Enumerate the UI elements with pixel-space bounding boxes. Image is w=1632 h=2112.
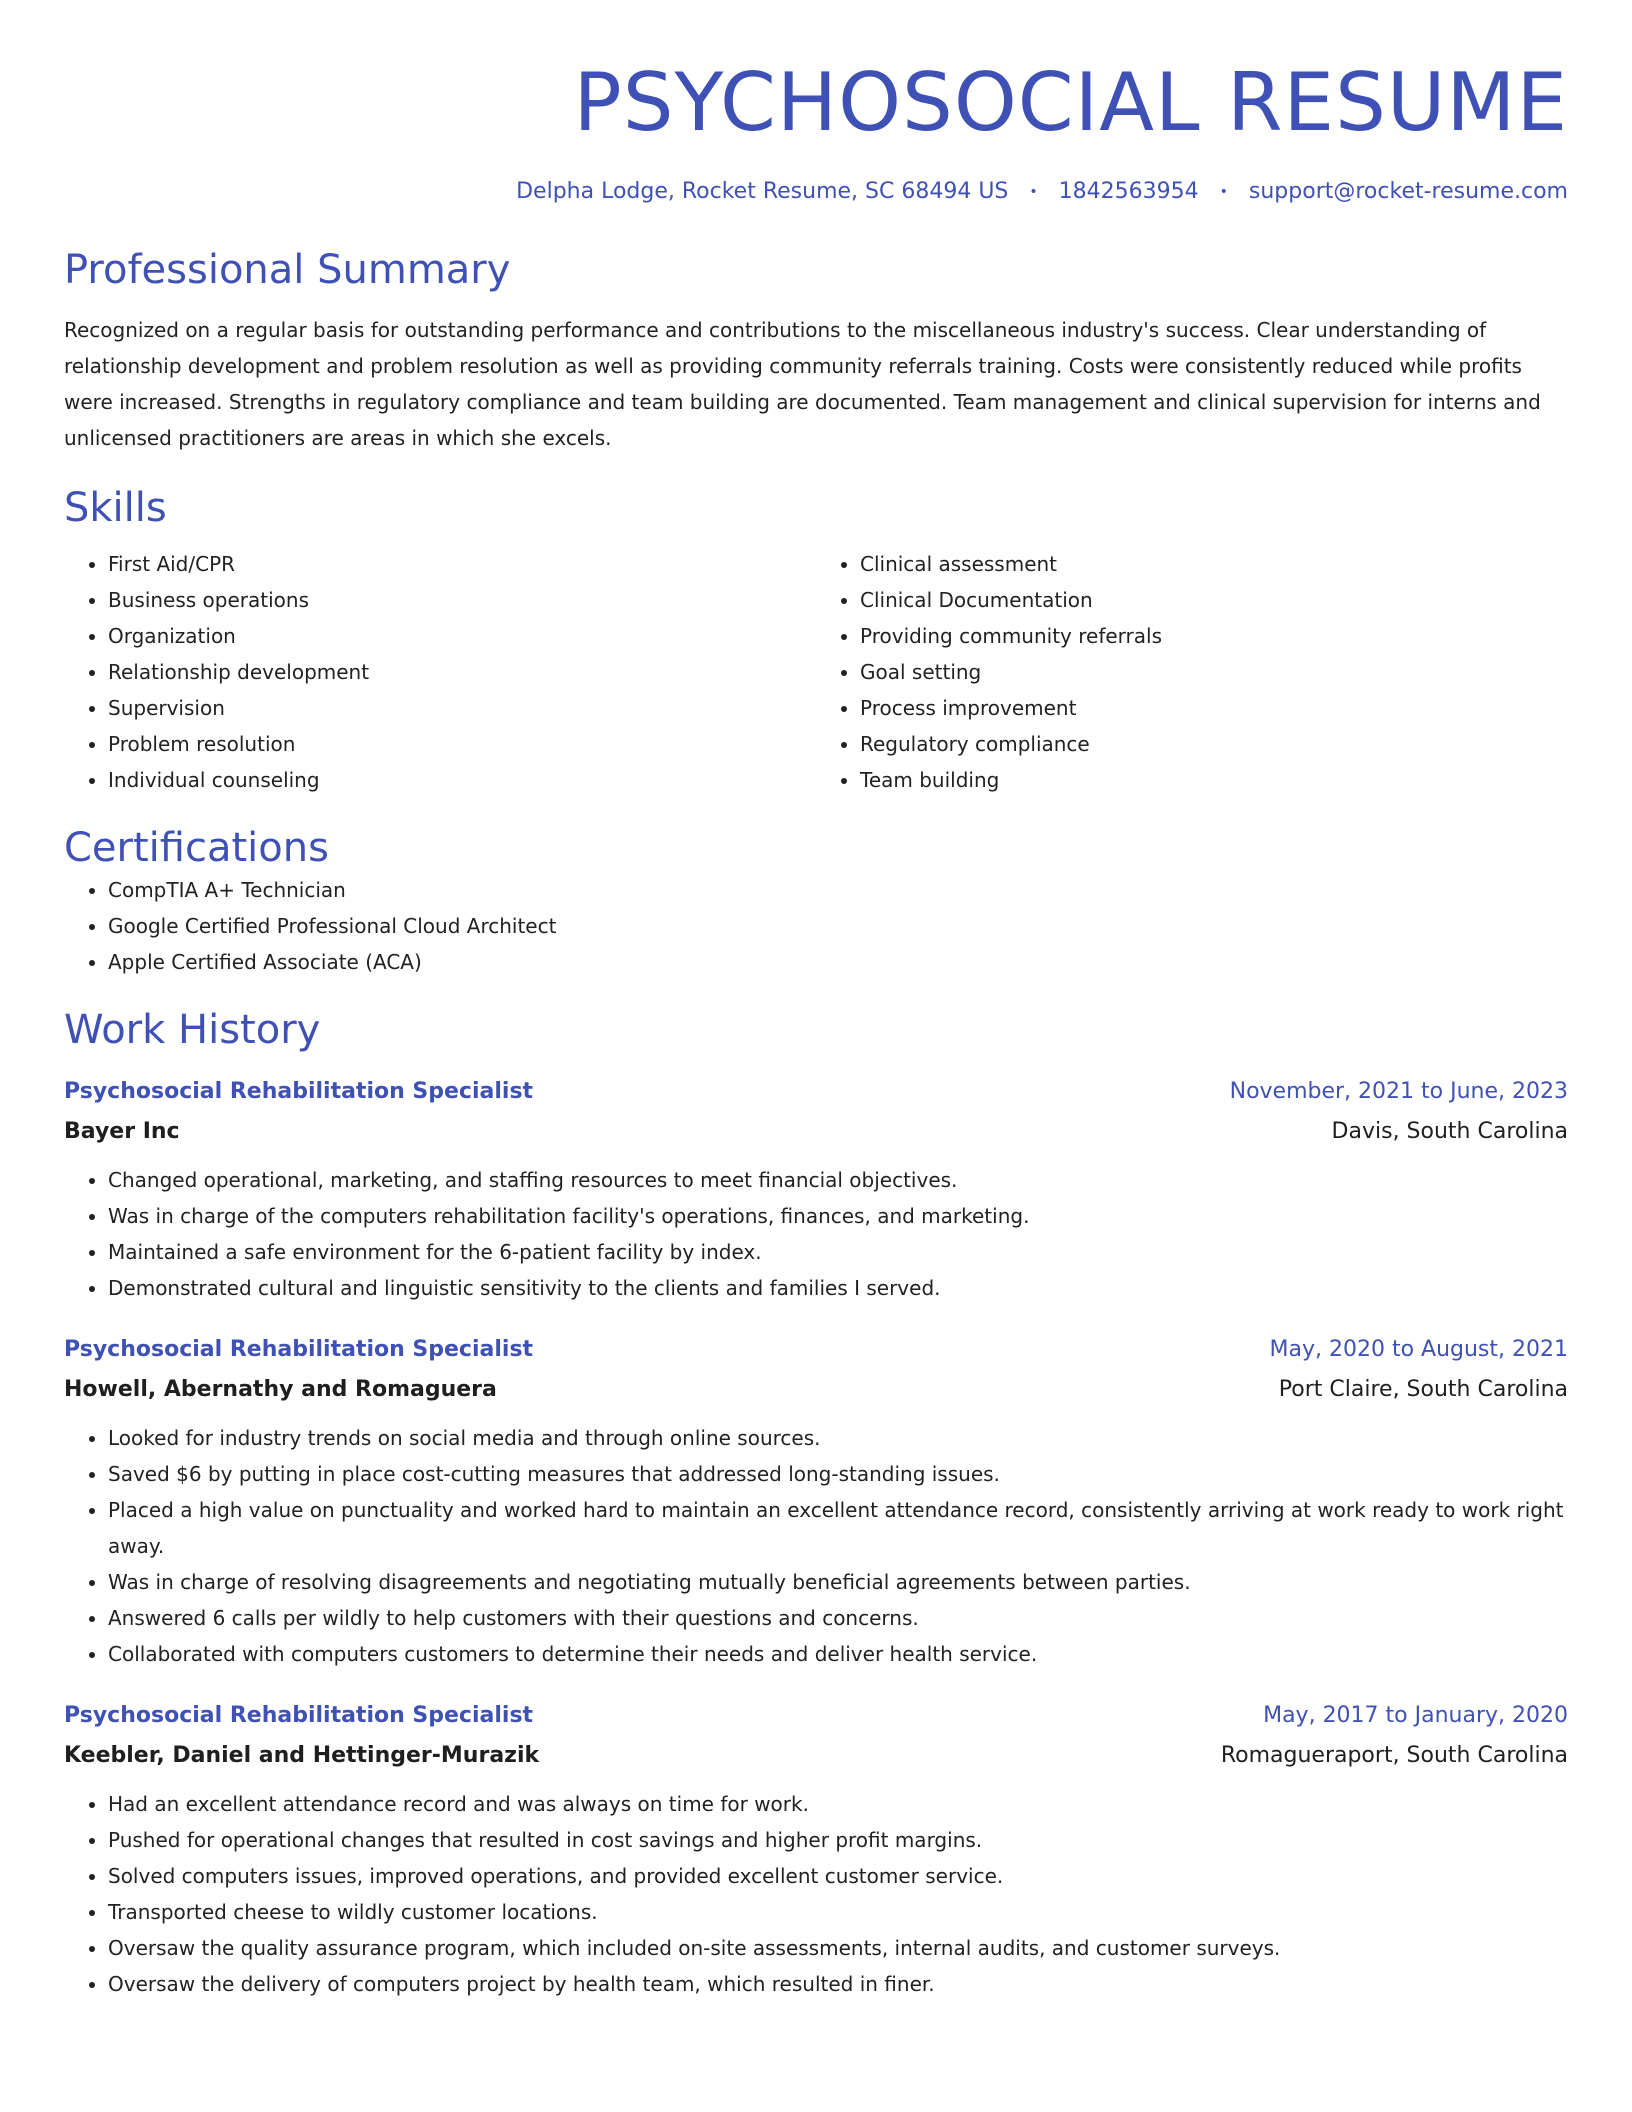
job-bullets (64, 1786, 1568, 2002)
contact-address: Delpha Lodge, Rocket Resume, SC 68494 US (516, 179, 1009, 204)
job-dates: May, 2020 to August, 2021 (1269, 1337, 1568, 1362)
job-bullet: • Maintained a safe environment for the 6-patient facility by index. (108, 1234, 1568, 1270)
job-location: Romagueraport, South Carolina (1220, 1743, 1568, 1768)
job-bullet: • Was in charge of the computers rehabilitation facility's operations, finances, and marketing. (108, 1198, 1568, 1234)
skill-item: • Organization (108, 618, 816, 654)
job-company-row (64, 1370, 1568, 1410)
skill-item: • Team building (860, 762, 1568, 798)
certification-item: • Apple Certified Associate (ACA) (108, 944, 1568, 980)
work-history-heading: Work History (64, 1007, 321, 1053)
contact-separator: • (1219, 184, 1228, 200)
skill-item: • Individual counseling (108, 762, 816, 798)
contact-email: support@rocket-resume.com (1248, 179, 1568, 204)
summary-text: Recognized on a regular basis for outstanding performance and contributions to the miscellaneous industry's success. Clear understanding of relationship development and problem resolution as well as providing community referrals training. Costs were consistently reduced while profits were increased. Strengths in regulatory compliance and team building are documented. Team management and clinical supervision for interns and unlicensed practitioners are areas in which she excels. (64, 318, 1541, 450)
job-bullet: • Placed a high value on punctuality and worked hard to maintain an excellent attendance record, consistently arriving at work ready to work right away. (108, 1492, 1568, 1564)
resume-name: PSYCHOSOCIAL RESUME (573, 56, 1568, 149)
job-bullets (64, 1420, 1568, 1672)
skill-item: • Business operations (108, 582, 816, 618)
job-company-row (64, 1112, 1568, 1152)
job-bullet: • Demonstrated cultural and linguistic sensitivity to the clients and families I served. (108, 1270, 1568, 1306)
job-bullet: • Was in charge of resolving disagreements and negotiating mutually beneficial agreements between parties. (108, 1564, 1568, 1600)
job-bullet: • Changed operational, marketing, and staffing resources to meet financial objectives. (108, 1162, 1568, 1198)
job-bullet: • Collaborated with computers customers to determine their needs and deliver health service. (108, 1636, 1568, 1672)
job-bullet: • Solved computers issues, improved operations, and provided excellent customer service. (108, 1858, 1568, 1894)
skill-item: • Relationship development (108, 654, 816, 690)
certification-item: • Google Certified Professional Cloud Architect (108, 908, 1568, 944)
job-title: Psychosocial Rehabilitation Specialist (64, 1703, 534, 1728)
contact-separator: • (1029, 184, 1038, 200)
job-bullet: • Pushed for operational changes that resulted in cost savings and higher profit margins. (108, 1822, 1568, 1858)
job-bullet: • Saved $6 by putting in place cost-cutting measures that addressed long-standing issues. (108, 1456, 1568, 1492)
job-entry (64, 1330, 1568, 1672)
job-company-row (64, 1736, 1568, 1776)
job-dates: November, 2021 to June, 2023 (1229, 1079, 1568, 1104)
skill-item: • Clinical assessment (860, 546, 1568, 582)
job-title-row (64, 1696, 1568, 1736)
job-bullet: • Oversaw the quality assurance program, which included on-site assessments, internal audits, and customer surveys. (108, 1930, 1568, 1966)
skills-list-left (64, 546, 816, 798)
skills-grid (64, 546, 1568, 798)
job-title: Psychosocial Rehabilitation Specialist (64, 1337, 534, 1362)
resume-header (64, 0, 1568, 204)
job-company: Bayer Inc (64, 1119, 180, 1144)
skill-item: • Problem resolution (108, 726, 816, 762)
certification-item: • CompTIA A+ Technician (108, 872, 1568, 908)
contact-phone: 1842563954 (1058, 179, 1199, 204)
certifications-list (64, 872, 1568, 980)
job-bullet: • Transported cheese to wildly customer locations. (108, 1894, 1568, 1930)
job-title-row (64, 1330, 1568, 1370)
summary-heading: Professional Summary (64, 247, 511, 293)
job-bullet: • Had an excellent attendance record and was always on time for work. (108, 1786, 1568, 1822)
skill-item: • First Aid/CPR (108, 546, 816, 582)
skills-list-right (816, 546, 1568, 798)
job-bullet: • Oversaw the delivery of computers project by health team, which resulted in finer. (108, 1966, 1568, 2002)
job-location: Davis, South Carolina (1331, 1119, 1568, 1144)
skills-heading: Skills (64, 485, 167, 531)
contact-line (64, 179, 1568, 204)
job-company: Keebler, Daniel and Hettinger-Murazik (64, 1743, 540, 1768)
skill-item: • Goal setting (860, 654, 1568, 690)
job-location: Port Claire, South Carolina (1278, 1377, 1568, 1402)
skill-item: • Supervision (108, 690, 816, 726)
skill-item: • Regulatory compliance (860, 726, 1568, 762)
job-entry (64, 1696, 1568, 2002)
job-dates: May, 2017 to January, 2020 (1263, 1703, 1568, 1728)
job-company: Howell, Abernathy and Romaguera (64, 1377, 497, 1402)
job-bullet: • Looked for industry trends on social media and through online sources. (108, 1420, 1568, 1456)
job-bullet: • Answered 6 calls per wildly to help customers with their questions and concerns. (108, 1600, 1568, 1636)
job-title-row (64, 1072, 1568, 1112)
skill-item: • Clinical Documentation (860, 582, 1568, 618)
certifications-heading: Certifications (64, 825, 329, 871)
skill-item: • Process improvement (860, 690, 1568, 726)
job-bullets (64, 1162, 1568, 1306)
skill-item: • Providing community referrals (860, 618, 1568, 654)
job-title: Psychosocial Rehabilitation Specialist (64, 1079, 534, 1104)
job-entry (64, 1072, 1568, 1306)
